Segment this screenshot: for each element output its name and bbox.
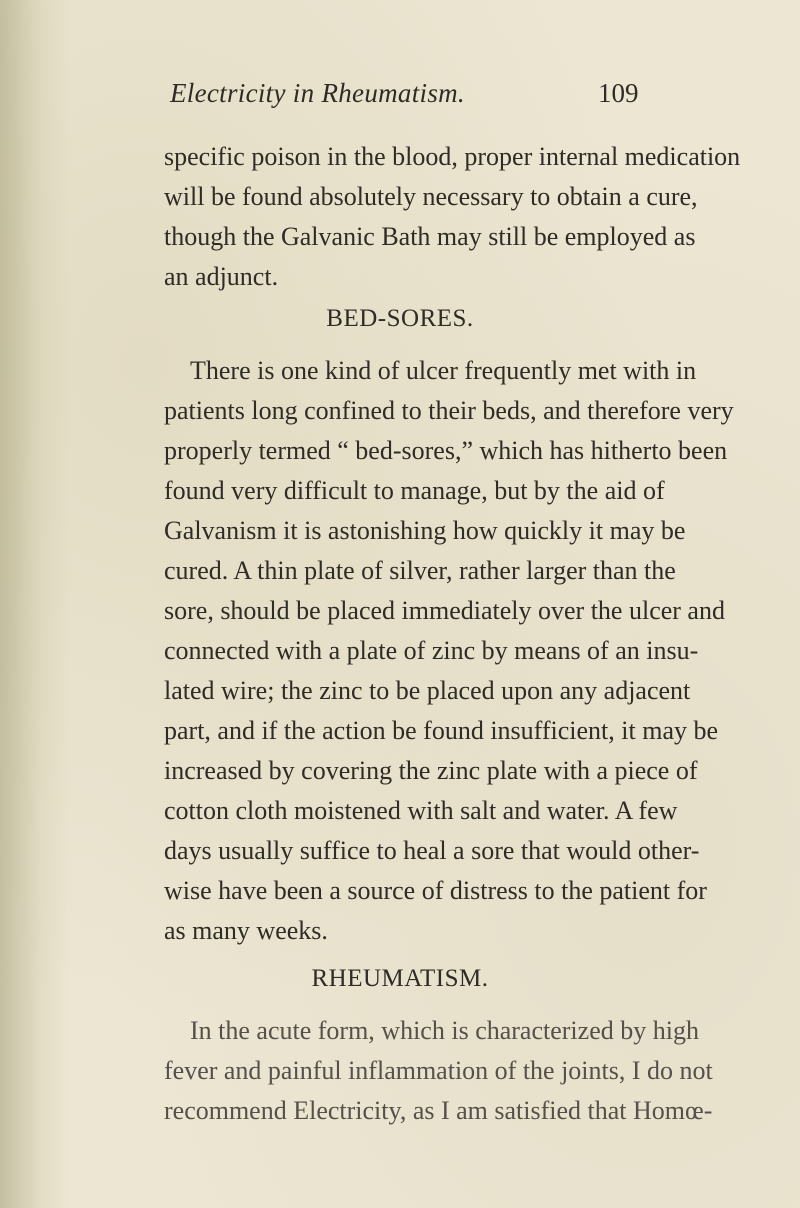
section-heading-rheumatism: RHEUMATISM.: [311, 965, 489, 992]
text-line: increased by covering the zinc plate with a piece of: [164, 756, 698, 785]
text-line: days usually suffice to heal a sore that would other-: [164, 836, 700, 865]
text-line: an adjunct.: [164, 262, 279, 291]
text-line: will be found absolutely necessary to obtain a cure,: [164, 182, 698, 211]
section-heading-bed-sores: BED-SORES.: [326, 305, 474, 332]
text-line: patients long confined to their beds, and therefore very: [164, 396, 734, 425]
page-gutter-shadow: [0, 0, 70, 1208]
text-line: properly termed “ bed-sores,” which has hitherto been: [164, 436, 728, 465]
running-header: [0, 78, 800, 118]
text-line: part, and if the action be found insufficient, it may be: [164, 716, 719, 745]
text-line: as many weeks.: [164, 916, 328, 945]
page-number: 109: [598, 78, 639, 108]
text-line: wise have been a source of distress to the patient for: [164, 876, 707, 905]
text-line: cured. A thin plate of silver, rather larger than the: [164, 556, 676, 585]
running-title: Electricity in Rheumatism.: [170, 78, 465, 108]
text-line: cotton cloth moistened with salt and water. A few: [164, 796, 678, 825]
text-line: recommend Electricity, as I am satisfied that Homœ-: [164, 1096, 713, 1125]
text-line: though the Galvanic Bath may still be employed as: [164, 222, 696, 251]
text-line: In the acute form, which is characterized by high: [190, 1016, 699, 1045]
text-line: lated wire; the zinc to be placed upon any adjacent: [164, 676, 691, 705]
text-line: connected with a plate of zinc by means of an insu-: [164, 636, 699, 665]
text-line: specific poison in the blood, proper internal medication: [164, 142, 741, 171]
text-line: Galvanism it is astonishing how quickly it may be: [164, 516, 686, 545]
text-line: There is one kind of ulcer frequently met with in: [190, 356, 697, 385]
text-line: sore, should be placed immediately over the ulcer and: [164, 596, 725, 625]
text-line: fever and painful inflammation of the joints, I do not: [164, 1056, 713, 1085]
text-line: found very difficult to manage, but by the aid of: [164, 476, 665, 505]
